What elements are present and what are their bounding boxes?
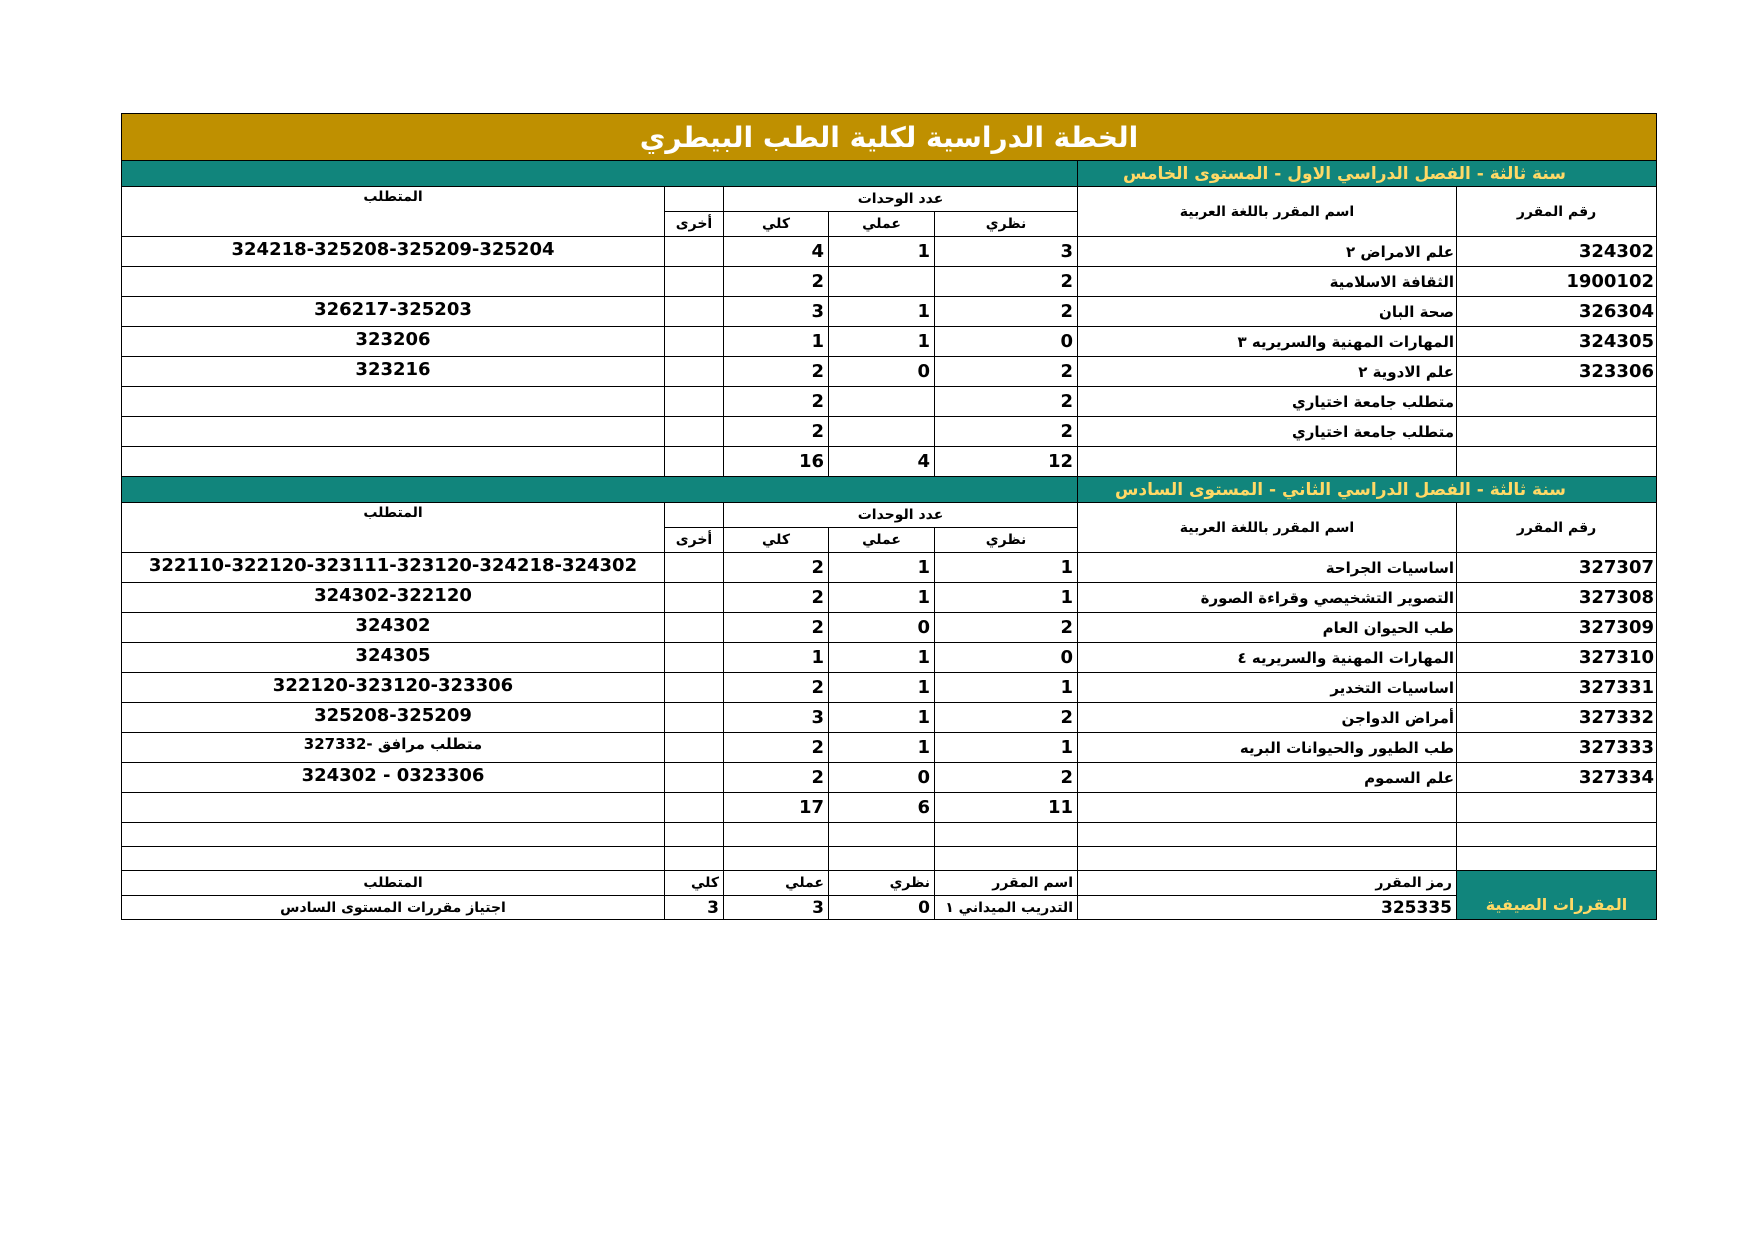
course-name: علم الادوية ٢ <box>1077 356 1457 387</box>
course-theory: 3 <box>934 236 1078 267</box>
empty-cell <box>1077 846 1457 871</box>
summer-course-prerequisite: اجتياز مقررات المستوى السادس <box>121 895 665 920</box>
course-theory: 1 <box>934 582 1078 613</box>
course-practical: 1 <box>828 702 935 733</box>
course-code: 324302 <box>1456 236 1657 267</box>
totals-practical: 4 <box>828 446 935 477</box>
header-practical: عملي <box>828 527 935 553</box>
header-theory: نظري <box>934 527 1078 553</box>
course-total: 2 <box>723 612 829 643</box>
empty-cell <box>121 846 665 871</box>
header-units-group: عدد الوحدات <box>723 502 1078 528</box>
course-other <box>664 762 724 793</box>
summer-course-theory: 0 <box>828 895 935 920</box>
summer-course-code: 325335 <box>1077 895 1457 920</box>
summer-header-name: اسم المقرر <box>934 870 1078 896</box>
course-theory: 1 <box>934 672 1078 703</box>
course-other <box>664 552 724 583</box>
course-code: 327308 <box>1456 582 1657 613</box>
course-prerequisite <box>121 416 665 447</box>
course-other <box>664 326 724 357</box>
course-prerequisite: 323206 <box>121 326 665 357</box>
summer-course-total: 3 <box>664 895 724 920</box>
course-total: 2 <box>723 416 829 447</box>
course-code: 327334 <box>1456 762 1657 793</box>
summer-header-total: كلي <box>664 870 724 896</box>
course-code: 1900102 <box>1456 266 1657 297</box>
course-total: 2 <box>723 386 829 417</box>
header-blank <box>664 186 724 212</box>
course-other <box>664 356 724 387</box>
course-name: علم الامراض ٢ <box>1077 236 1457 267</box>
course-theory: 2 <box>934 702 1078 733</box>
course-total: 2 <box>723 356 829 387</box>
course-prerequisite: متطلب مرافق -327332 <box>121 732 665 763</box>
empty-cell <box>121 822 665 847</box>
course-name: التصوير التشخيصي وقراءة الصورة <box>1077 582 1457 613</box>
course-code: 327333 <box>1456 732 1657 763</box>
header-total: كلي <box>723 211 829 237</box>
header-blank <box>664 502 724 528</box>
course-practical: 0 <box>828 612 935 643</box>
summer-header-code: رمز المقرر <box>1077 870 1457 896</box>
summer-header-prerequisite: المتطلب <box>121 870 665 896</box>
course-code <box>1456 416 1657 447</box>
course-name: اساسيات التخدير <box>1077 672 1457 703</box>
semester-title: سنة ثالثة - الفصل الدراسي الثاني - المستوى السادس <box>1077 476 1657 503</box>
course-theory: 2 <box>934 266 1078 297</box>
course-prerequisite: 324302-322120 <box>121 582 665 613</box>
course-total: 3 <box>723 296 829 327</box>
header-other: أخرى <box>664 211 724 237</box>
totals-theory: 11 <box>934 792 1078 823</box>
course-prerequisite: 324305 <box>121 642 665 673</box>
course-name: المهارات المهنية والسريريه ٤ <box>1077 642 1457 673</box>
summer-courses-label: المقررات الصيفية <box>1456 870 1657 920</box>
course-prerequisite: 323216 <box>121 356 665 387</box>
course-theory: 1 <box>934 732 1078 763</box>
course-total: 2 <box>723 552 829 583</box>
empty-cell <box>664 822 724 847</box>
summer-course-practical: 3 <box>723 895 829 920</box>
header-units-group: عدد الوحدات <box>723 186 1078 212</box>
course-other <box>664 582 724 613</box>
totals-blank <box>121 446 665 477</box>
totals-blank <box>1077 792 1457 823</box>
course-practical: 1 <box>828 732 935 763</box>
course-practical: 0 <box>828 356 935 387</box>
course-name: طب الطيور والحيوانات البريه <box>1077 732 1457 763</box>
semester-banner-fill <box>121 160 1078 187</box>
empty-cell <box>1456 822 1657 847</box>
totals-total: 17 <box>723 792 829 823</box>
totals-blank <box>1077 446 1457 477</box>
course-other <box>664 672 724 703</box>
course-code: 327310 <box>1456 642 1657 673</box>
course-prerequisite <box>121 386 665 417</box>
header-practical: عملي <box>828 211 935 237</box>
course-code: 327332 <box>1456 702 1657 733</box>
totals-theory: 12 <box>934 446 1078 477</box>
course-other <box>664 266 724 297</box>
course-theory: 2 <box>934 356 1078 387</box>
course-other <box>664 732 724 763</box>
header-other: أخرى <box>664 527 724 553</box>
course-name: أمراض الدواجن <box>1077 702 1457 733</box>
course-other <box>664 236 724 267</box>
course-code: 324305 <box>1456 326 1657 357</box>
course-name: الثقافة الاسلامية <box>1077 266 1457 297</box>
course-practical: 0 <box>828 762 935 793</box>
course-name: علم السموم <box>1077 762 1457 793</box>
page-title: الخطة الدراسية لكلية الطب البيطري <box>121 113 1657 161</box>
course-total: 2 <box>723 672 829 703</box>
empty-cell <box>723 822 829 847</box>
empty-cell <box>828 846 935 871</box>
course-practical: 1 <box>828 642 935 673</box>
course-theory: 2 <box>934 296 1078 327</box>
totals-blank <box>1456 446 1657 477</box>
course-theory: 2 <box>934 612 1078 643</box>
semester-title: سنة ثالثة - الفصل الدراسي الاول - المستوى الخامس <box>1077 160 1657 187</box>
course-prerequisite: 324302 - 0323306 <box>121 762 665 793</box>
totals-blank <box>664 792 724 823</box>
course-other <box>664 296 724 327</box>
course-total: 4 <box>723 236 829 267</box>
course-theory: 0 <box>934 326 1078 357</box>
course-practical: 1 <box>828 672 935 703</box>
course-name: صحة البان <box>1077 296 1457 327</box>
empty-cell <box>828 822 935 847</box>
summer-course-name: التدريب الميداني ١ <box>934 895 1078 920</box>
course-other <box>664 702 724 733</box>
empty-cell <box>664 846 724 871</box>
course-theory: 2 <box>934 386 1078 417</box>
course-total: 2 <box>723 732 829 763</box>
header-course-name: اسم المقرر باللغة العربية <box>1077 186 1457 237</box>
course-total: 1 <box>723 326 829 357</box>
header-prerequisite: المتطلب <box>121 502 665 553</box>
totals-blank <box>121 792 665 823</box>
course-total: 2 <box>723 762 829 793</box>
course-name: طب الحيوان العام <box>1077 612 1457 643</box>
study-plan-sheet <box>121 113 1656 922</box>
course-prerequisite: 324302 <box>121 612 665 643</box>
course-practical: 1 <box>828 582 935 613</box>
empty-cell <box>1077 822 1457 847</box>
course-other <box>664 642 724 673</box>
course-prerequisite: 322110-322120-323111-323120-324218-324302 <box>121 552 665 583</box>
course-code <box>1456 386 1657 417</box>
course-practical <box>828 416 935 447</box>
course-practical: 1 <box>828 296 935 327</box>
empty-cell <box>934 822 1078 847</box>
course-practical: 1 <box>828 236 935 267</box>
course-name: متطلب جامعة اختياري <box>1077 386 1457 417</box>
course-name: المهارات المهنية والسريريه ٣ <box>1077 326 1457 357</box>
course-code: 327309 <box>1456 612 1657 643</box>
totals-total: 16 <box>723 446 829 477</box>
course-practical: 1 <box>828 552 935 583</box>
course-code: 327307 <box>1456 552 1657 583</box>
course-other <box>664 416 724 447</box>
course-code: 323306 <box>1456 356 1657 387</box>
course-prerequisite: 326217-325203 <box>121 296 665 327</box>
semester-banner-fill <box>121 476 1078 503</box>
course-other <box>664 612 724 643</box>
header-course-number: رقم المقرر <box>1456 186 1657 237</box>
empty-cell <box>1456 846 1657 871</box>
summer-header-theory: نظري <box>828 870 935 896</box>
course-total: 2 <box>723 266 829 297</box>
course-practical <box>828 266 935 297</box>
course-total: 3 <box>723 702 829 733</box>
course-theory: 1 <box>934 552 1078 583</box>
course-other <box>664 386 724 417</box>
course-total: 1 <box>723 642 829 673</box>
course-prerequisite <box>121 266 665 297</box>
course-prerequisite: 325208-325209 <box>121 702 665 733</box>
empty-cell <box>723 846 829 871</box>
course-prerequisite: 324218-325208-325209-325204 <box>121 236 665 267</box>
course-code: 327331 <box>1456 672 1657 703</box>
course-name: متطلب جامعة اختياري <box>1077 416 1457 447</box>
totals-blank <box>1456 792 1657 823</box>
course-theory: 2 <box>934 762 1078 793</box>
course-total: 2 <box>723 582 829 613</box>
summer-header-practical: عملي <box>723 870 829 896</box>
header-theory: نظري <box>934 211 1078 237</box>
totals-blank <box>664 446 724 477</box>
course-name: اساسيات الجراحة <box>1077 552 1457 583</box>
header-course-name: اسم المقرر باللغة العربية <box>1077 502 1457 553</box>
empty-cell <box>934 846 1078 871</box>
header-prerequisite: المتطلب <box>121 186 665 237</box>
header-course-number: رقم المقرر <box>1456 502 1657 553</box>
totals-practical: 6 <box>828 792 935 823</box>
course-code: 326304 <box>1456 296 1657 327</box>
header-total: كلي <box>723 527 829 553</box>
course-practical: 1 <box>828 326 935 357</box>
course-practical <box>828 386 935 417</box>
course-theory: 2 <box>934 416 1078 447</box>
course-theory: 0 <box>934 642 1078 673</box>
course-prerequisite: 322120-323120-323306 <box>121 672 665 703</box>
